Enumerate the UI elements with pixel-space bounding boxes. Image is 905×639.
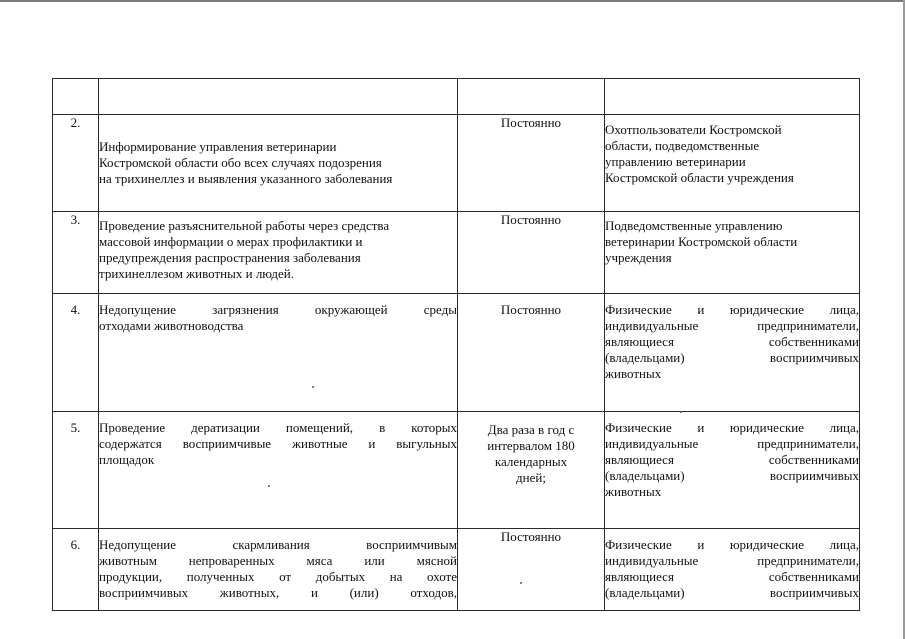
period-text: [458, 115, 605, 212]
period-text: [458, 412, 605, 529]
responsible-text-line: (владельцами) восприимчивых: [605, 468, 859, 483]
measure-text-line: восприимчивых животных, и (или) отходов,: [99, 585, 457, 600]
responsible-text-content: Подведомственные управлению ветеринарии Костромской области учреждения: [605, 218, 798, 265]
responsible-text-line: животных: [605, 366, 662, 381]
measure-text-line: Проведение дератизации помещений, в которых: [99, 420, 457, 435]
responsible-text-line: (владельцами) восприимчивых: [605, 350, 859, 365]
header-cell-period: [458, 79, 605, 115]
measure-text-content: Проведение разъяснительной работы через средства массовой информации о мерах профилактики и предупреждения распространения заболевания трихинеллезом животных и людей.: [99, 218, 390, 281]
scan-top-border: [0, 0, 905, 2]
row-number: 4.: [53, 294, 99, 412]
responsible-text-line: Физические и юридические лица,: [605, 537, 859, 552]
table-row: [53, 529, 860, 611]
responsible-text: [605, 294, 860, 412]
scan-speck: [680, 411, 682, 413]
measure-text-line: Недопущение скармливания восприимчивым: [99, 537, 457, 552]
row-number: 3.: [53, 212, 99, 294]
measure-text-content: Информирование управления ветеринарии Костромской области обо всех случаях подозрения на трихинеллез и выявления указанного заболевания: [99, 139, 393, 186]
measure-text-line: площадок: [99, 452, 155, 467]
row-number: 6.: [53, 529, 99, 611]
period-text-content: Постоянно: [500, 115, 562, 130]
table-row: [53, 115, 860, 212]
measure-text-line: животным непроваренных мяса или мясной: [99, 553, 457, 568]
row-number: 5.: [53, 412, 99, 529]
responsible-text: [605, 529, 860, 611]
measure-text-line: отходами животноводства: [99, 318, 244, 333]
header-cell-action: [99, 79, 458, 115]
period-text-content: Два раза в год с интервалом 180 календарных дней;: [487, 422, 575, 485]
responsible-text: [605, 412, 860, 529]
table-row: [53, 412, 860, 529]
responsible-text-content: Охотпользователи Костромской области, подведомственные управлению ветеринарии Костромской области учреждения: [605, 122, 794, 185]
responsible-text: [605, 212, 860, 294]
row-number: 2.: [53, 115, 99, 212]
measure-text: [99, 529, 458, 611]
measure-text: [99, 115, 458, 212]
period-text: [458, 294, 605, 412]
responsible-text: [605, 115, 860, 212]
period-text-content: Постоянно: [500, 212, 562, 227]
measure-text: [99, 212, 458, 294]
scan-speck: [268, 485, 270, 487]
responsible-text-line: Физические и юридические лица,: [605, 302, 859, 317]
period-text-content: Постоянно: [500, 529, 562, 544]
period-text-content: Постоянно: [500, 302, 562, 317]
period-text: [458, 529, 605, 611]
responsible-text-line: индивидуальные предприниматели,: [605, 436, 859, 451]
responsible-text-line: являющиеся собственниками: [605, 334, 859, 349]
measure-text: [99, 412, 458, 529]
responsible-text-line: индивидуальные предприниматели,: [605, 318, 859, 333]
responsible-text-line: Физические и юридические лица,: [605, 420, 859, 435]
table-row: [53, 212, 860, 294]
measure-text: [99, 294, 458, 412]
responsible-text-line: животных: [605, 484, 662, 499]
responsible-text-line: (владельцами) восприимчивых: [605, 585, 859, 600]
measure-text-line: Недопущение загрязнения окружающей среды: [99, 302, 457, 317]
header-cell-responsible: [605, 79, 860, 115]
table-row: [53, 294, 860, 412]
responsible-text-line: индивидуальные предприниматели,: [605, 553, 859, 568]
period-text: [458, 212, 605, 294]
measure-text-line: продукции, полученных от добытых на охоте: [99, 569, 457, 584]
scan-speck: [520, 582, 522, 584]
measure-text-line: содержатся восприимчивые животные и выгульных: [99, 436, 457, 451]
scan-speck: [312, 386, 314, 388]
header-cell-num: [53, 79, 99, 115]
responsible-text-line: являющиеся собственниками: [605, 452, 859, 467]
measures-table: [52, 78, 860, 611]
responsible-text-line: являющиеся собственниками: [605, 569, 859, 584]
table-header-row: [53, 79, 860, 115]
